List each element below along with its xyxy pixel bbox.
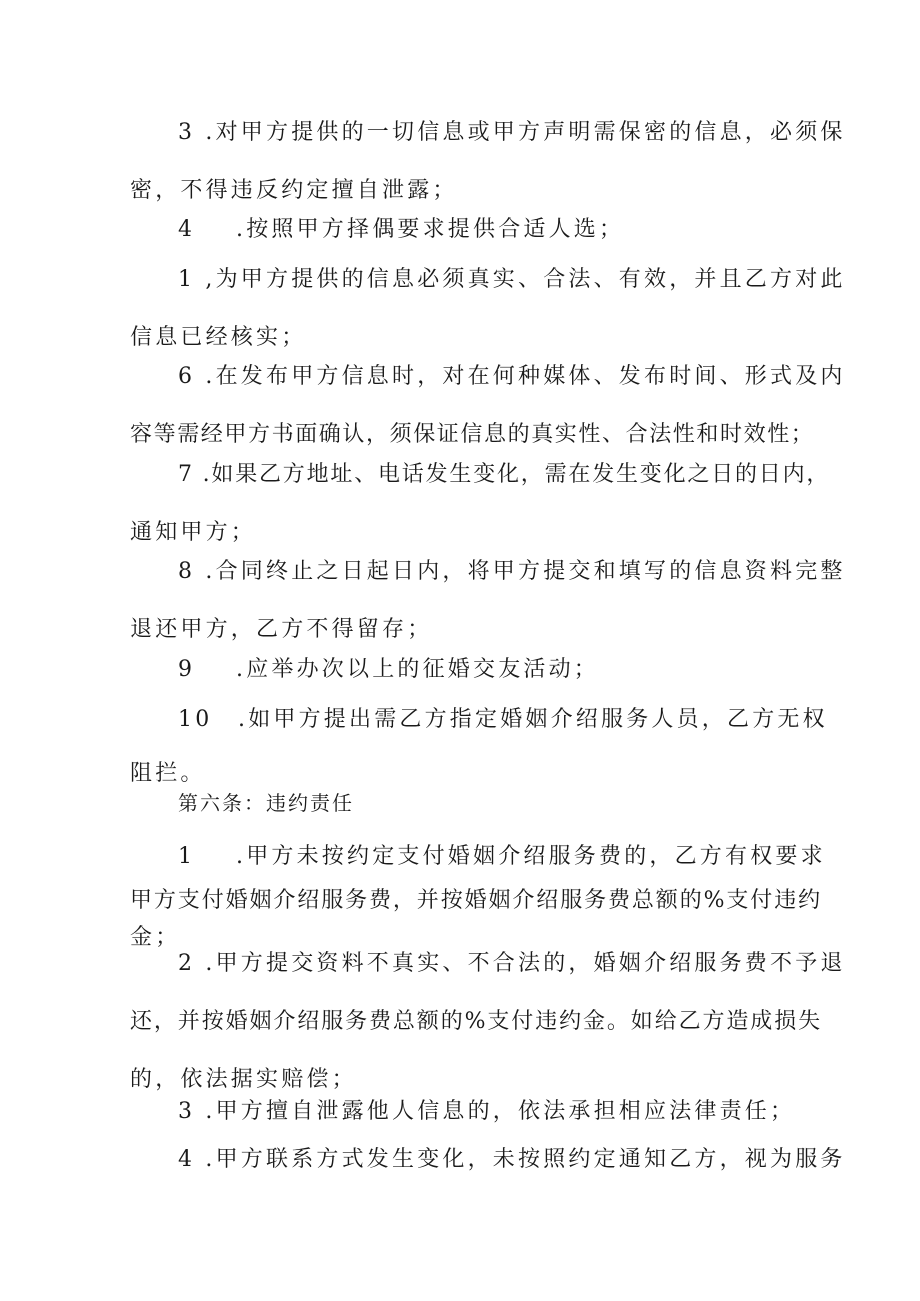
- clause-text: 密，不得违反约定擅自泄露；: [130, 178, 458, 203]
- clause-text: 还，并按婚姻介绍服务费总额的%支付违约金。如给乙方造成损失: [130, 1009, 823, 1034]
- clause-text: .应举办次以上的征婚交友活动；: [236, 657, 599, 682]
- clause-text: 容等需经甲方书面确认，须保证信息的真实性、合法性和时效性；: [130, 422, 815, 447]
- section-heading: 第六条：违约责任: [178, 791, 354, 815]
- clause-text: .甲方提交资料不真实、不合法的，婚姻介绍服务费不予退: [205, 951, 846, 976]
- clause-text: 金；: [130, 925, 181, 950]
- clause-number: 2: [178, 951, 196, 976]
- clause-text: ,为甲方提供的信息必须真实、合法、有效，并且乙方对此: [205, 267, 846, 292]
- clause-text: .如果乙方地址、电话发生变化，需在发生变化之日的日内，: [202, 462, 831, 487]
- clause-text: 的，依法据实赔偿；: [130, 1067, 357, 1092]
- clause-number: 3: [178, 120, 196, 145]
- clause-text: 阻拦。: [130, 761, 206, 786]
- clause-text: 信息已经核实；: [130, 325, 307, 350]
- clause-number: 1: [178, 267, 196, 292]
- clause-text: .甲方未按约定支付婚姻介绍服务费的，乙方有权要求: [236, 844, 826, 869]
- clause-text: .在发布甲方信息时，对在何种媒体、发布时间、形式及内: [205, 364, 846, 389]
- clause-text: 通知甲方；: [130, 520, 257, 545]
- clause-number: 4: [178, 217, 196, 242]
- clause-text: .甲方联系方式发生变化，未按照约定通知乙方，视为服务: [205, 1147, 846, 1172]
- clause-number: 1: [178, 844, 196, 869]
- clause-number: 9: [178, 657, 196, 682]
- clause-number: 3: [178, 1099, 196, 1124]
- clause-number: 4: [178, 1147, 196, 1172]
- clause-number: 8: [178, 559, 196, 584]
- clause-number: 7: [178, 462, 194, 487]
- clause-text: 甲方支付婚姻介绍服务费，并按婚姻介绍服务费总额的%支付违约: [130, 888, 823, 913]
- clause-text: .甲方擅自泄露他人信息的，依法承担相应法律责任；: [205, 1099, 796, 1124]
- clause-text: 退还甲方，乙方不得留存；: [130, 617, 433, 642]
- clause-text: .按照甲方择偶要求提供合适人选；: [236, 217, 625, 242]
- clause-number: 6: [178, 364, 196, 389]
- clause-text: .如甲方提出需乙方指定婚姻介绍服务人员，乙方无权: [238, 707, 828, 732]
- penalty-item-4: [130, 1131, 846, 1189]
- clause-number: 10: [178, 707, 213, 732]
- clause-text: .对甲方提供的一切信息或甲方声明需保密的信息，必须保: [205, 120, 846, 145]
- clause-item-9: [130, 641, 795, 699]
- clause-text: .合同终止之日起日内，将甲方提交和填写的信息资料完整: [205, 559, 846, 584]
